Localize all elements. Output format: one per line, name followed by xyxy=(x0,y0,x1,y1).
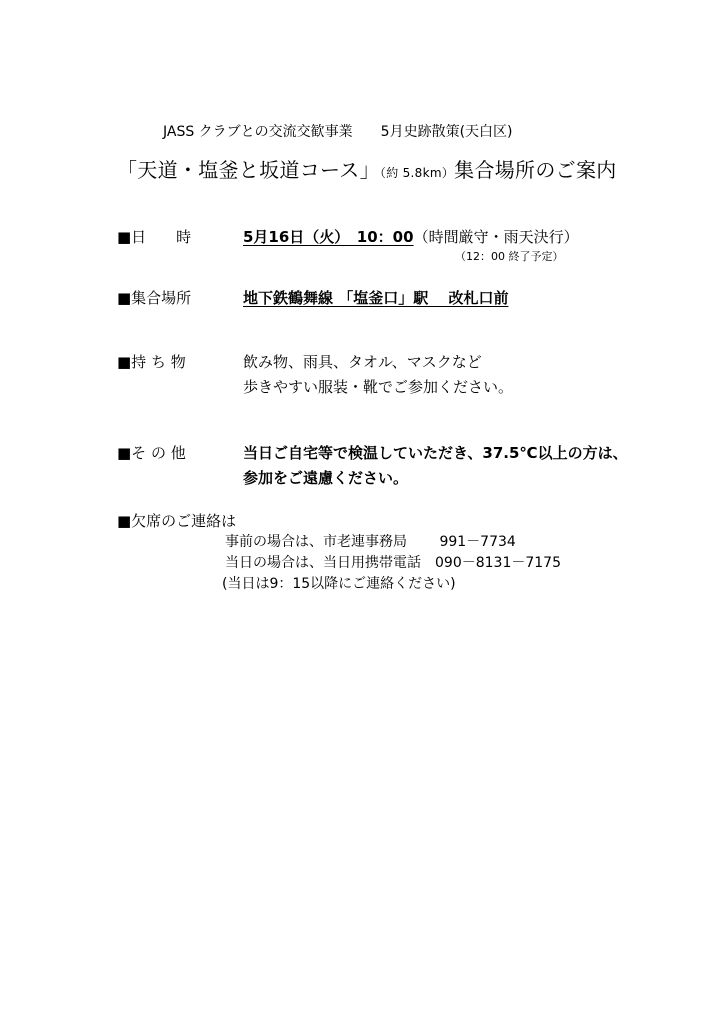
items-label: ■持 ち 物 xyxy=(117,353,186,371)
other-label: ■そ の 他 xyxy=(117,444,186,462)
course-name: 「天道・塩釜と坂道コース」 xyxy=(117,158,380,182)
event-subtitle: JASS クラブとの交流交歓事業 5月史跡散策(天白区) xyxy=(163,124,513,140)
place-label: ■集合場所 xyxy=(117,289,192,307)
other-line-1: 当日ご自宅等で検温していただき、37.5℃以上の方は、 xyxy=(243,444,628,462)
items-line-1: 飲み物、雨具、タオル、マスクなど xyxy=(243,353,482,371)
other-line-2: 参加をご遠慮ください。 xyxy=(243,469,409,487)
place-value: 地下鉄鶴舞線 「塩釜口」駅 改札口前 xyxy=(243,289,509,307)
end-time-note: （12：00 終了予定） xyxy=(455,250,564,263)
page-title xyxy=(117,160,617,180)
date-condition: （時間厳守・雨天決行） xyxy=(413,228,579,246)
date-label: ■日 時 xyxy=(117,228,192,246)
course-distance: （約 5.8km） xyxy=(379,166,455,180)
contact-mobile: 当日の場合は、当日用携帯電話 090－8131－7175 xyxy=(225,555,561,571)
date-time-main: 5月16日（火） 10：00 xyxy=(243,228,414,246)
contact-office: 事前の場合は、市老連事務局 991－7734 xyxy=(225,534,516,550)
title-suffix: 集合場所のご案内 xyxy=(454,158,617,182)
items-line-2: 歩きやすい服装・靴でご参加ください。 xyxy=(243,378,514,396)
contact-label: ■欠席のご連絡は xyxy=(117,512,237,530)
date-value xyxy=(243,230,579,245)
contact-time-note: (当日は9：15以降にご連絡ください) xyxy=(222,576,456,592)
